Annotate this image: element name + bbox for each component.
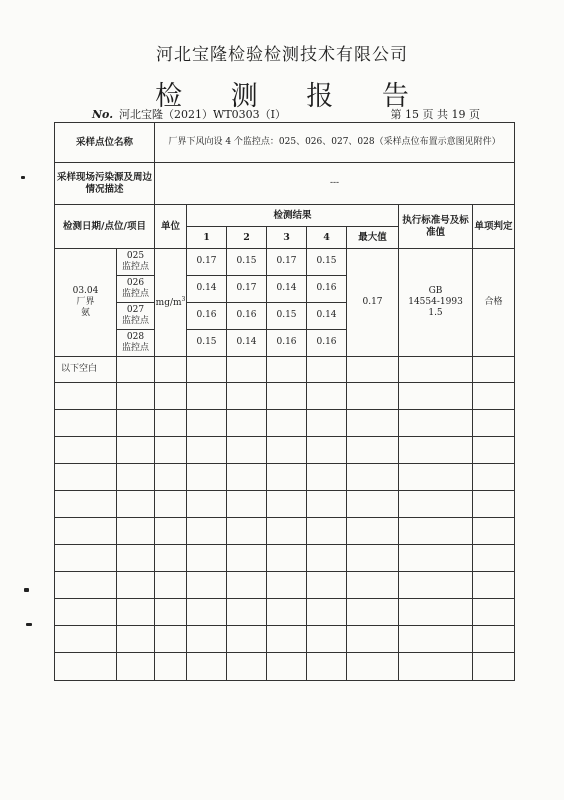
judgement-col-header: 单项判定 <box>473 205 515 249</box>
result-value: 0.16 <box>227 303 267 330</box>
point-sub: 监控点 <box>122 343 150 353</box>
report-number <box>92 106 286 122</box>
empty-row <box>55 464 515 491</box>
empty-row <box>55 626 515 653</box>
result-value: 0.17 <box>187 249 227 276</box>
result-value: 0.16 <box>307 330 347 357</box>
point-sub: 监控点 <box>122 262 150 272</box>
page-info: 第 15 页 共 19 页 <box>390 108 480 121</box>
site-name-value: 厂界下风向设 4 个监控点：025、026、027、028（采样点位布置示意图见附件） <box>155 123 515 163</box>
report-number-label: No. <box>92 108 114 121</box>
point-cell <box>117 330 155 357</box>
result-value: 0.14 <box>227 330 267 357</box>
point-cell <box>117 249 155 276</box>
report-table <box>54 122 515 681</box>
result-value: 0.15 <box>187 330 227 357</box>
result-col-2-header: 2 <box>227 227 267 249</box>
data-row <box>55 249 515 276</box>
test-date: 03.04 <box>72 285 99 296</box>
result-value: 0.16 <box>267 330 307 357</box>
max-col-header: 最大值 <box>347 227 399 249</box>
max-value: 0.17 <box>347 249 399 357</box>
result-value: 0.17 <box>267 249 307 276</box>
result-value: 0.15 <box>227 249 267 276</box>
empty-row <box>55 491 515 518</box>
result-value: 0.15 <box>267 303 307 330</box>
scan-speck <box>24 588 29 592</box>
point-cell <box>117 303 155 330</box>
standard-col-header: 执行标准号及标准值 <box>399 205 473 249</box>
unit-col-header: 单位 <box>155 205 187 249</box>
result-value: 0.14 <box>267 276 307 303</box>
empty-row <box>55 410 515 437</box>
blank-note-row <box>55 357 515 383</box>
date-location-item-cell <box>55 249 117 357</box>
site-name-label: 采样点位名称 <box>55 123 155 163</box>
pollution-value: --- <box>155 163 515 205</box>
result-col-4-header: 4 <box>307 227 347 249</box>
judgement-cell: 合格 <box>473 249 515 357</box>
standard-line-3: 1.5 <box>428 308 443 319</box>
company-name: 河北宝隆检验检测技术有限公司 <box>156 45 408 65</box>
empty-row <box>55 383 515 410</box>
unit-value: mg/m <box>155 297 182 308</box>
empty-row <box>55 437 515 464</box>
standard-line-2: 14554-1993 <box>408 296 463 307</box>
empty-row <box>55 518 515 545</box>
result-col-1-header: 1 <box>187 227 227 249</box>
blank-note: 以下空白 <box>55 357 117 383</box>
pollution-label: 采样现场污染源及周边情况描述 <box>55 163 155 205</box>
site-name-row <box>55 123 515 163</box>
point-id: 026 <box>126 277 145 288</box>
test-item: 氨 <box>80 308 90 319</box>
point-id: 025 <box>126 250 145 261</box>
point-cell <box>117 276 155 303</box>
date-col-header: 检测日期/点位/项目 <box>55 205 155 249</box>
result-value: 0.14 <box>307 303 347 330</box>
empty-row <box>55 653 515 681</box>
scan-speck <box>21 176 25 179</box>
point-sub: 监控点 <box>122 289 150 299</box>
point-id: 028 <box>126 331 145 342</box>
empty-row <box>55 545 515 572</box>
standard-cell <box>399 249 473 357</box>
standard-line-1: GB <box>428 285 443 296</box>
result-col-3-header: 3 <box>267 227 307 249</box>
pollution-row <box>55 163 515 205</box>
header-row-1 <box>55 205 515 227</box>
result-value: 0.16 <box>307 276 347 303</box>
unit-superscript: 3 <box>181 295 186 303</box>
test-location: 厂界 <box>76 296 95 307</box>
result-value: 0.16 <box>187 303 227 330</box>
unit-cell <box>155 249 187 357</box>
results-header: 检测结果 <box>187 205 399 227</box>
empty-row <box>55 572 515 599</box>
report-title: 检 测 报 告 <box>155 81 429 112</box>
report-number-value: 河北宝隆（2021）WT0303（Ⅰ） <box>119 108 287 121</box>
point-sub: 监控点 <box>122 316 150 326</box>
scan-speck <box>26 623 32 626</box>
point-id: 027 <box>126 304 145 315</box>
result-value: 0.14 <box>187 276 227 303</box>
empty-row <box>55 599 515 626</box>
result-value: 0.17 <box>227 276 267 303</box>
result-value: 0.15 <box>307 249 347 276</box>
